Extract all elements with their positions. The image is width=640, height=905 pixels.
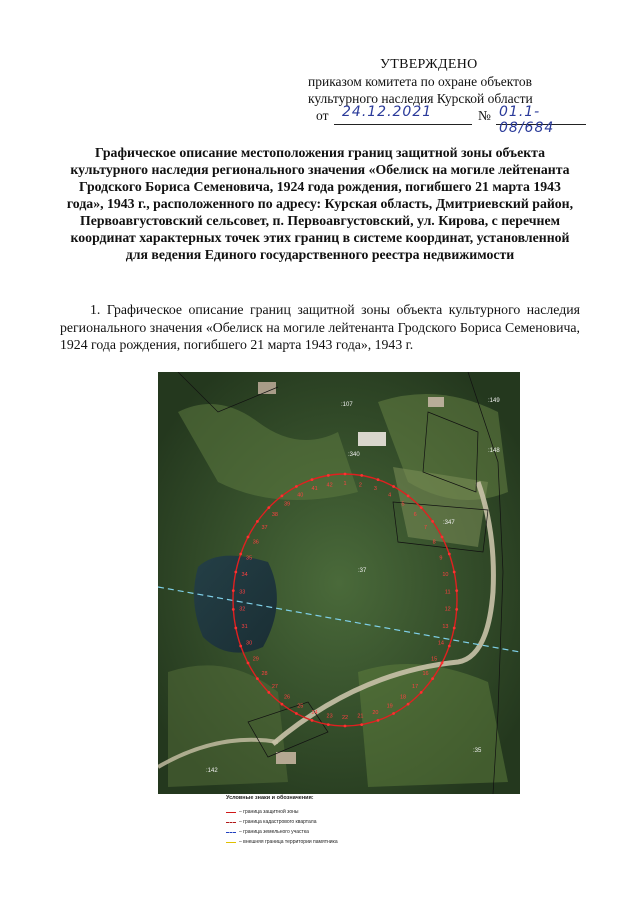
- boundary-point-label: 32: [239, 606, 246, 613]
- boundary-point-label: 1: [343, 481, 347, 487]
- legend-swatch: [226, 812, 236, 813]
- boundary-point: [247, 536, 250, 539]
- boundary-point-label: 42: [326, 482, 333, 489]
- building: [258, 382, 276, 394]
- boundary-point: [420, 506, 423, 509]
- boundary-point-label: 33: [239, 589, 246, 596]
- boundary-point: [431, 677, 434, 680]
- boundary-point-label: 2: [358, 482, 362, 489]
- date-underline: [334, 124, 472, 125]
- boundary-point: [232, 608, 235, 611]
- boundary-point: [448, 553, 451, 556]
- boundary-point-label: 39: [283, 501, 291, 508]
- boundary-point: [453, 571, 456, 574]
- boundary-point-label: 35: [246, 555, 253, 562]
- parcel-label: :35: [473, 748, 482, 754]
- boundary-point: [281, 703, 284, 706]
- boundary-point-label: 11: [444, 589, 451, 596]
- boundary-point-label: 22: [341, 715, 349, 721]
- boundary-point-label: 10: [442, 572, 449, 578]
- boundary-point-label: 12: [444, 606, 451, 613]
- boundary-point-label: 14: [437, 640, 444, 647]
- boundary-point-label: 6: [413, 512, 417, 519]
- boundary-point-label: 3: [373, 486, 377, 493]
- legend-label: – граница защитной зоны: [239, 809, 299, 815]
- boundary-point: [239, 645, 242, 648]
- boundary-point-label: 19: [386, 703, 393, 710]
- boundary-point: [455, 608, 458, 611]
- boundary-point-label: 30: [246, 640, 253, 647]
- boundary-point-label: 41: [311, 486, 318, 493]
- boundary-point: [247, 662, 250, 665]
- boundary-point: [256, 520, 259, 523]
- document-heading: Графическое описание местоположения границ защитной зоны объекта культурного наследия регионального значения «Обелиск на могиле лейтенанта Гродского Бориса Семеновича, 1924 года рождения, погибшего 21 марта 1943 года», 1943 г., расположенного по адресу: Курская область, Дмитриевский район, Первоавгустовский сельсовет, п. Первоавгустовский, ул. Кирова, с перечнем координат характерных точек этих границ в системе координат, установленной для ведения Единого государственного реестра недвижимости: [66, 145, 574, 262]
- legend-title: Условные знаки и обозначения:: [226, 795, 314, 801]
- boundary-point: [407, 495, 410, 498]
- boundary-point: [453, 627, 456, 630]
- parcel-label: :37: [358, 568, 367, 574]
- order-date-number: [316, 104, 586, 136]
- boundary-point: [327, 723, 330, 726]
- boundary-point: [327, 474, 330, 477]
- boundary-point-label: 7: [423, 525, 428, 532]
- boundary-point-label: 23: [326, 713, 333, 720]
- boundary-point-label: 36: [252, 539, 259, 546]
- boundary-point-label: 9: [439, 555, 443, 562]
- legend-label: – внешняя граница территории памятника: [239, 839, 338, 845]
- parcel-label: :149: [488, 398, 500, 404]
- satellite-map: [158, 372, 520, 794]
- boundary-point: [295, 485, 298, 488]
- order-number: 01.1-08/684: [499, 104, 555, 136]
- parcel-label: :142: [206, 768, 218, 774]
- boundary-point: [267, 506, 270, 509]
- legend-swatch: [226, 832, 236, 833]
- parcel-label: :148: [488, 448, 500, 454]
- boundary-point: [281, 495, 284, 498]
- boundary-point: [377, 478, 380, 481]
- order-date: 24.12.2021: [342, 104, 433, 120]
- boundary-point-label: 5: [401, 501, 405, 508]
- boundary-point-label: 29: [252, 656, 259, 663]
- section-1-paragraph: 1. Графическое описание границ защитной зоны объекта культурного наследия регионального значения «Обелиск на могиле лейтенанта Гродского Бориса Семеновича, 1924 года рождения, погибшего 21 марта 1943 года», 1943 г.: [60, 302, 580, 352]
- boundary-point: [392, 712, 395, 715]
- boundary-point: [360, 474, 363, 477]
- boundary-point: [377, 719, 380, 722]
- boundary-point: [311, 478, 314, 481]
- boundary-point-label: 20: [372, 709, 379, 716]
- building: [276, 752, 296, 764]
- map-legend: [226, 795, 526, 855]
- parcel-label: :347: [443, 520, 455, 526]
- number-label: №: [478, 108, 491, 123]
- boundary-point-label: 21: [357, 713, 364, 720]
- parcel-label: :107: [341, 402, 353, 408]
- boundary-point-label: 18: [399, 694, 407, 701]
- boundary-point: [256, 677, 259, 680]
- boundary-point: [392, 485, 395, 488]
- legend-swatch: [226, 822, 236, 823]
- boundary-point: [344, 473, 347, 476]
- boundary-point: [311, 719, 314, 722]
- boundary-point-label: 13: [442, 624, 449, 630]
- legend-label: – граница кадастрового квартала: [239, 819, 317, 825]
- pond: [194, 556, 277, 653]
- boundary-point-label: 26: [283, 694, 291, 701]
- boundary-point-label: 8: [432, 539, 436, 546]
- boundary-point-label: 37: [261, 525, 268, 532]
- approved-title: УТВЕРЖДЕНО: [380, 57, 478, 72]
- boundary-point: [455, 589, 458, 592]
- boundary-point-label: 15: [431, 656, 438, 663]
- building: [428, 397, 444, 407]
- boundary-point-label: 27: [271, 683, 278, 690]
- boundary-point: [295, 712, 298, 715]
- boundary-point-label: 25: [297, 703, 304, 710]
- boundary-point: [234, 627, 237, 630]
- boundary-point: [431, 520, 434, 523]
- approval-line-2: культурного наследия Курской области: [308, 91, 533, 106]
- from-label: от: [316, 108, 329, 123]
- legend-swatch: [226, 842, 236, 843]
- boundary-point-label: 31: [241, 624, 248, 630]
- approval-block: [0, 0, 640, 136]
- parcel-label: :340: [348, 452, 360, 458]
- boundary-point-label: 28: [261, 670, 268, 677]
- boundary-point-label: 17: [412, 683, 419, 690]
- boundary-point-label: 4: [388, 492, 392, 499]
- boundary-point-label: 38: [271, 512, 278, 519]
- boundary-point: [441, 662, 444, 665]
- boundary-point-label: 16: [422, 670, 429, 677]
- boundary-point-label: 24: [311, 709, 318, 716]
- building: [358, 432, 386, 446]
- boundary-point: [267, 691, 270, 694]
- boundary-point: [232, 589, 235, 592]
- boundary-point: [234, 571, 237, 574]
- boundary-point-label: 34: [241, 572, 248, 578]
- boundary-point: [441, 536, 444, 539]
- boundary-point: [360, 723, 363, 726]
- boundary-point-label: 40: [297, 492, 304, 499]
- boundary-point: [448, 645, 451, 648]
- boundary-point: [344, 725, 347, 728]
- approval-line-1: приказом комитета по охране объектов: [308, 74, 532, 89]
- boundary-point: [420, 691, 423, 694]
- legend-label: – граница земельного участка: [239, 829, 309, 835]
- boundary-point: [407, 703, 410, 706]
- boundary-point: [239, 553, 242, 556]
